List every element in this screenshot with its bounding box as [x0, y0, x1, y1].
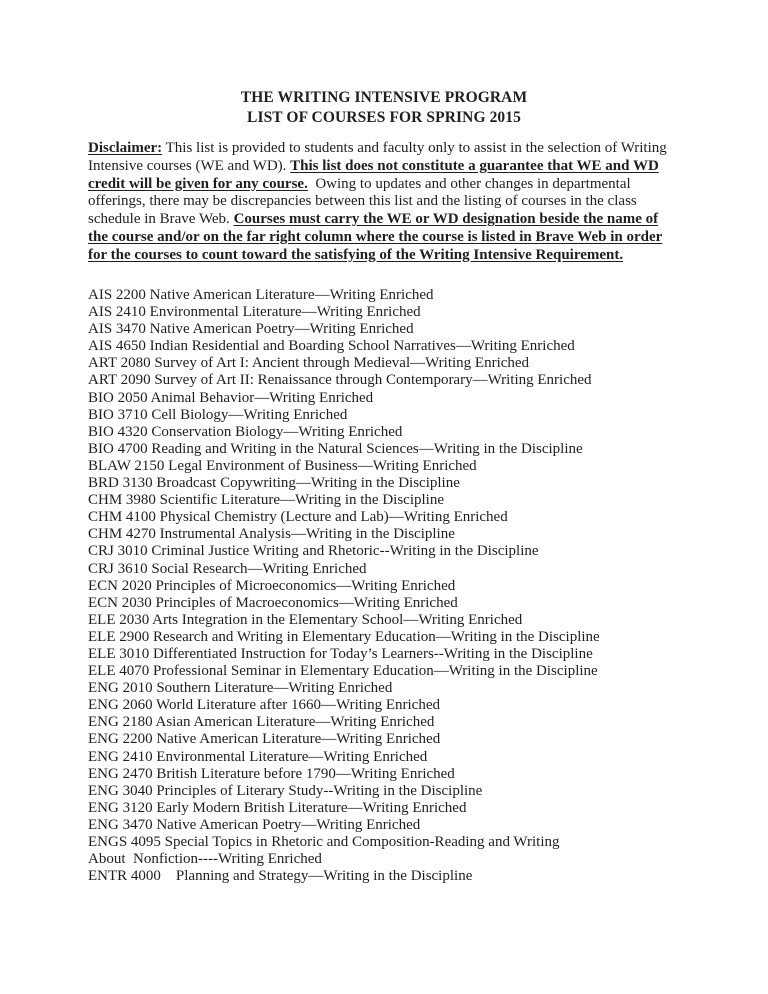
course-line: ENG 2060 World Literature after 1660—Writing Enriched — [88, 697, 440, 714]
title-line-2: LIST OF COURSES FOR SPRING 2015 — [247, 108, 521, 126]
disclaimer-emphasis-text: for the courses to count toward the satisfying of the Writing Intensive Requirement. — [88, 246, 624, 263]
course-line: ELE 4070 Professional Seminar in Elementary Education—Writing in the Discipline — [88, 663, 598, 680]
course-line: ECN 2020 Principles of Microeconomics—Writing Enriched — [88, 577, 456, 594]
course-line: BIO 2050 Animal Behavior—Writing Enriched — [88, 389, 374, 406]
course-line: ART 2090 Survey of Art II: Renaissance through Contemporary—Writing Enriched — [88, 372, 592, 389]
title-line-1: THE WRITING INTENSIVE PROGRAM — [240, 89, 528, 106]
course-line: AIS 4650 Indian Residential and Boarding School Narratives—Writing Enriched — [88, 338, 575, 355]
disclaimer-emphasis-text: credit will be given for any course. — [88, 175, 308, 192]
course-line: AIS 2410 Environmental Literature—Writing Enriched — [88, 304, 421, 321]
course-line: ENGS 4095 Special Topics in Rhetoric and Composition-Reading and Writing — [88, 834, 560, 850]
disclaimer-line — [88, 229, 700, 247]
course-line: ECN 2030 Principles of Macroeconomics—Writing Enriched — [88, 594, 458, 611]
course-line: ENG 3470 Native American Poetry—Writing Enriched — [88, 816, 421, 833]
course-line: CHM 4100 Physical Chemistry (Lecture and Lab)—Writing Enriched — [88, 509, 508, 526]
disclaimer-line — [88, 193, 700, 211]
course-line: BRD 3130 Broadcast Copywriting—Writing in the Discipline — [88, 475, 460, 492]
document-title — [0, 88, 768, 127]
course-line: CHM 4270 Instrumental Analysis—Writing in the Discipline — [88, 526, 455, 543]
course-line: BIO 4320 Conservation Biology—Writing Enriched — [88, 423, 403, 440]
course-line: ENTR 4000 Planning and Strategy—Writing in the Discipline — [88, 868, 473, 885]
disclaimer-emphasis-text: This list does not constitute a guarantee that WE and WD — [290, 157, 659, 174]
disclaimer-paragraph — [88, 140, 700, 265]
course-line: BIO 4700 Reading and Writing in the Natural Sciences—Writing in the Discipline — [88, 440, 583, 457]
course-line: BLAW 2150 Legal Environment of Business—Writing Enriched — [88, 457, 477, 474]
disclaimer-emphasis-text: Courses must carry the WE or WD designation beside the name of — [233, 211, 659, 228]
course-list — [88, 287, 728, 885]
disclaimer-emphasis-text: Disclaimer: — [88, 140, 163, 156]
course-line: CHM 3980 Scientific Literature—Writing in the Discipline — [88, 492, 444, 509]
disclaimer-text: schedule in Brave Web. — [88, 211, 234, 228]
course-line: AIS 2200 Native American Literature—Writing Enriched — [88, 287, 434, 303]
disclaimer-line — [88, 176, 700, 194]
disclaimer-line — [88, 211, 700, 229]
course-line: ENG 2470 British Literature before 1790—Writing Enriched — [88, 765, 455, 782]
course-line: CRJ 3610 Social Research—Writing Enriched — [88, 560, 367, 577]
disclaimer-text: offerings, there may be discrepancies between this list and the listing of courses in the class — [88, 193, 637, 210]
course-line: ELE 2030 Arts Integration in the Elementary School—Writing Enriched — [88, 611, 523, 628]
disclaimer-text: Intensive courses (WE and WD). — [88, 157, 291, 174]
course-line: AIS 3470 Native American Poetry—Writing Enriched — [88, 321, 414, 338]
course-line: ENG 2010 Southern Literature—Writing Enriched — [88, 680, 393, 697]
disclaimer-line — [88, 140, 700, 158]
course-line: CRJ 3010 Criminal Justice Writing and Rhetoric--Writing in the Discipline — [88, 543, 539, 560]
course-line: BIO 3710 Cell Biology—Writing Enriched — [88, 406, 348, 423]
disclaimer-text: This list is provided to students and faculty only to assist in the selection of Writing — [162, 140, 667, 156]
course-line: ELE 2900 Research and Writing in Elementary Education—Writing in the Discipline — [88, 628, 600, 645]
disclaimer-text: Owing to updates and other changes in departmental — [307, 175, 631, 192]
course-line: ENG 2200 Native American Literature—Writing Enriched — [88, 731, 441, 748]
disclaimer-emphasis-text: the course and/or on the far right column where the course is listed in Brave Web in order — [88, 228, 663, 245]
course-line: ENG 2180 Asian American Literature—Writing Enriched — [88, 714, 435, 731]
course-line: ELE 3010 Differentiated Instruction for Today’s Learners--Writing in the Discipline — [88, 645, 593, 662]
course-line: About Nonfiction----Writing Enriched — [88, 851, 322, 868]
disclaimer-line — [88, 247, 700, 265]
course-line: ENG 3040 Principles of Literary Study--Writing in the Discipline — [88, 782, 483, 799]
course-line: ENG 3120 Early Modern British Literature—Writing Enriched — [88, 799, 467, 816]
course-line: ART 2080 Survey of Art I: Ancient through Medieval—Writing Enriched — [88, 355, 530, 372]
disclaimer-line — [88, 158, 700, 176]
course-line: ENG 2410 Environmental Literature—Writing Enriched — [88, 748, 428, 765]
